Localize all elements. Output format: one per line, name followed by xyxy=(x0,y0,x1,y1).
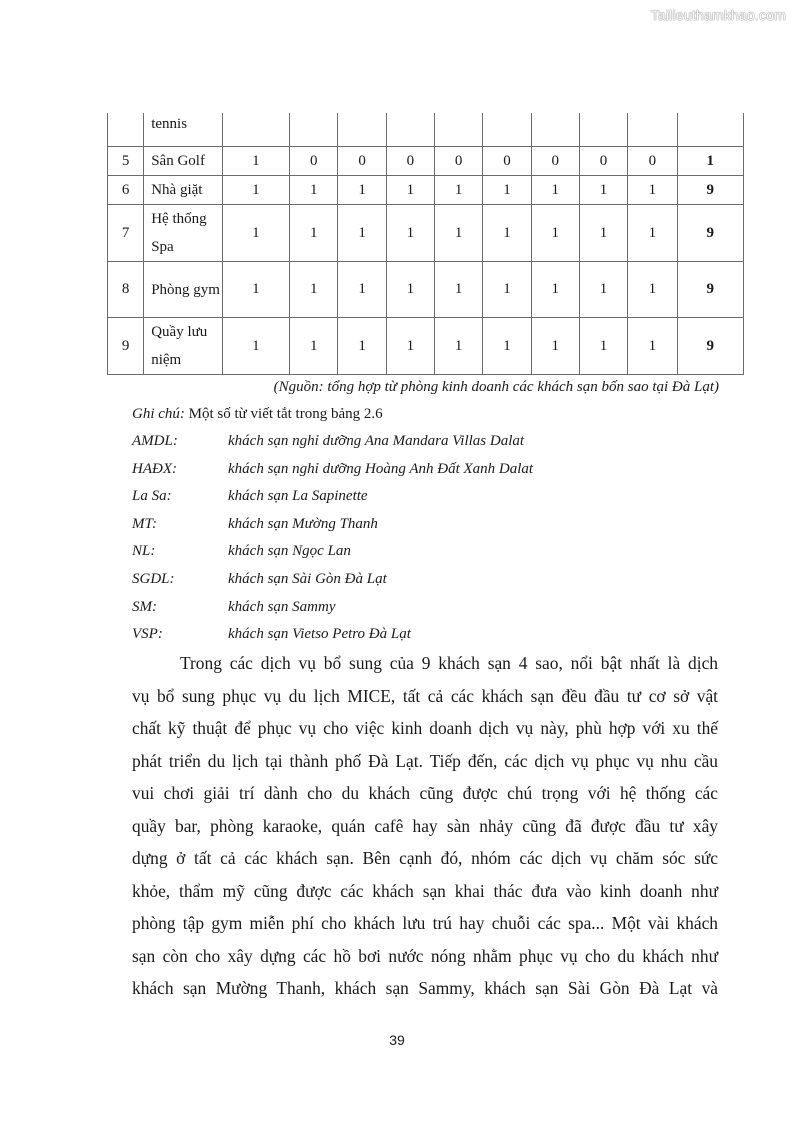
hotel-value-cell: 1 xyxy=(483,205,531,262)
abbreviation-code: SGDL: xyxy=(132,571,175,587)
note-title xyxy=(132,403,383,425)
paragraph-line: quầy bar, phòng karaoke, quán cafê hay sàn nhảy cũng đã được đầu tư xây xyxy=(132,815,718,836)
hotel-value-cell: 1 xyxy=(386,262,434,318)
total-cell: 9 xyxy=(677,318,744,375)
hotel-value-cell: 1 xyxy=(483,262,531,318)
total-cell: 1 xyxy=(677,147,744,176)
abbreviation-meaning: khách sạn nghỉ dưỡng Hoàng Anh Đất Xanh Dalat xyxy=(228,460,534,477)
row-index: 7 xyxy=(108,205,144,262)
abbreviation-item xyxy=(132,458,533,480)
hotel-value-cell: 1 xyxy=(483,318,531,375)
hotel-value-cell: 1 xyxy=(290,205,338,262)
services-table xyxy=(107,113,744,375)
watermark: Tailieuthamkhao.com xyxy=(650,7,786,23)
hotel-value-cell xyxy=(290,113,338,147)
row-index: 6 xyxy=(108,176,144,205)
service-name: tennis xyxy=(144,113,222,147)
abbreviation-meaning: khách sạn Vietso Petro Đà Lạt xyxy=(228,626,411,643)
abbreviation-code: HAĐX: xyxy=(132,460,177,477)
abbreviation-code: MT: xyxy=(132,515,158,532)
hotel-value-cell xyxy=(222,113,289,147)
total-cell: 9 xyxy=(677,262,744,318)
hotel-value-cell: 1 xyxy=(222,147,289,176)
abbreviation-item xyxy=(132,540,351,562)
total-cell xyxy=(677,113,744,147)
hotel-value-cell: 1 xyxy=(338,262,386,318)
hotel-value-cell: 1 xyxy=(338,318,386,375)
abbreviation-item xyxy=(132,430,524,452)
hotel-value-cell: 0 xyxy=(483,147,531,176)
hotel-value-cell: 1 xyxy=(222,262,289,318)
service-name: Nhà giặt xyxy=(144,176,222,205)
hotel-value-cell: 1 xyxy=(628,205,677,262)
table-row xyxy=(108,205,744,262)
hotel-value-cell: 1 xyxy=(531,262,579,318)
abbreviation-code: La Sa: xyxy=(132,488,172,505)
service-name: Quầy lưu niệm xyxy=(144,318,222,375)
total-cell: 9 xyxy=(677,176,744,205)
hotel-value-cell: 1 xyxy=(386,176,434,205)
hotel-value-cell: 1 xyxy=(435,318,483,375)
hotel-value-cell xyxy=(579,113,627,147)
abbreviation-code: SM: xyxy=(132,598,157,615)
hotel-value-cell: 1 xyxy=(222,205,289,262)
hotel-value-cell: 1 xyxy=(386,205,434,262)
hotel-value-cell: 0 xyxy=(579,147,627,176)
hotel-value-cell: 1 xyxy=(579,318,627,375)
paragraph-line: khách sạn Mường Thanh, khách sạn Sammy, khách sạn Sài Gòn Đà Lạt và xyxy=(132,978,718,998)
table-source: (Nguồn: tổng hợp từ phòng kinh doanh các khách sạn bốn sao tại Đà Lạt) xyxy=(273,379,719,395)
hotel-value-cell: 1 xyxy=(531,176,579,205)
service-name: Phòng gym xyxy=(144,262,222,318)
paragraph-line: dựng ở tất cả các khách sạn. Bên cạnh đó, nhóm các dịch vụ chăm sóc sức xyxy=(132,848,718,868)
table-row xyxy=(108,262,744,318)
service-name: Sân Golf xyxy=(144,147,222,176)
body-paragraph xyxy=(132,647,718,1005)
hotel-value-cell: 1 xyxy=(435,176,483,205)
hotel-value-cell: 1 xyxy=(338,205,386,262)
abbreviation-item xyxy=(132,485,368,507)
hotel-value-cell: 1 xyxy=(579,176,627,205)
hotel-value-cell: 0 xyxy=(628,147,677,176)
abbreviation-meaning: khách sạn Mường Thanh xyxy=(228,515,378,532)
abbreviation-code: VSP: xyxy=(132,626,163,643)
row-index: 9 xyxy=(108,318,144,375)
abbreviation-meaning: khách sạn Ngọc Lan xyxy=(228,543,351,560)
hotel-value-cell: 1 xyxy=(628,262,677,318)
hotel-value-cell: 1 xyxy=(579,205,627,262)
paragraph-line: vụ bổ sung phục vụ du lịch MICE, tất cả các khách sạn đều đầu tư cơ sở vật xyxy=(132,685,718,706)
abbreviation-meaning: khách sạn nghỉ dưỡng Ana Mandara Villas Dalat xyxy=(228,433,525,449)
hotel-value-cell xyxy=(435,113,483,147)
hotel-value-cell: 1 xyxy=(531,318,579,375)
table-body xyxy=(108,113,744,375)
hotel-value-cell xyxy=(531,113,579,147)
abbreviation-meaning: khách sạn La Sapinette xyxy=(228,488,368,505)
hotel-value-cell: 0 xyxy=(531,147,579,176)
hotel-value-cell xyxy=(483,113,531,147)
paragraph-line: phát triển du lịch tại thành phố Đà Lạt. Tiếp đến, các dịch vụ phục vụ nhu cầu xyxy=(132,750,718,771)
hotel-value-cell: 1 xyxy=(628,176,677,205)
hotel-value-cell: 1 xyxy=(531,205,579,262)
paragraph-line: vui chơi giải trí dành cho du khách cũng được chú trọng với hệ thống các xyxy=(132,783,718,803)
hotel-value-cell: 1 xyxy=(290,262,338,318)
abbreviation-item xyxy=(132,623,411,645)
hotel-value-cell: 1 xyxy=(222,318,289,375)
hotel-value-cell xyxy=(386,113,434,147)
hotel-value-cell: 0 xyxy=(435,147,483,176)
paragraph-line: khỏe, thẩm mỹ cũng được các khách sạn khai thác đưa vào kinh doanh như xyxy=(132,880,718,901)
row-index: 8 xyxy=(108,262,144,318)
hotel-value-cell: 1 xyxy=(435,262,483,318)
hotel-value-cell: 1 xyxy=(290,318,338,375)
page-number: 39 xyxy=(389,1032,405,1048)
abbreviation-item xyxy=(132,596,335,618)
hotel-value-cell: 1 xyxy=(290,176,338,205)
paragraph-line: Trong các dịch vụ bổ sung của 9 khách sạn 4 sao, nổi bật nhất là dịch xyxy=(180,653,718,673)
hotel-value-cell: 0 xyxy=(338,147,386,176)
table-row xyxy=(108,113,744,147)
note-text: Một số từ viết tắt trong bảng 2.6 xyxy=(184,406,383,422)
table-row xyxy=(108,147,744,176)
abbreviation-meaning: khách sạn Sài Gòn Đà Lạt xyxy=(228,571,387,587)
hotel-value-cell: 1 xyxy=(222,176,289,205)
abbreviation-item xyxy=(132,568,387,590)
hotel-value-cell xyxy=(338,113,386,147)
hotel-value-cell: 0 xyxy=(386,147,434,176)
abbreviation-code: NL: xyxy=(132,543,156,560)
service-name: Hệ thống Spa xyxy=(144,205,222,262)
abbreviation-item xyxy=(132,513,378,535)
abbreviation-code: AMDL: xyxy=(132,433,178,449)
abbreviation-meaning: khách sạn Sammy xyxy=(228,598,336,615)
hotel-value-cell: 0 xyxy=(290,147,338,176)
paragraph-line: phòng tập gym miễn phí cho khách lưu trú hay chuỗi các spa... Một vài khách xyxy=(132,913,718,933)
hotel-value-cell: 1 xyxy=(386,318,434,375)
hotel-value-cell: 1 xyxy=(628,318,677,375)
row-index xyxy=(108,113,144,147)
hotel-value-cell: 1 xyxy=(338,176,386,205)
table-row xyxy=(108,176,744,205)
hotel-value-cell xyxy=(628,113,677,147)
hotel-value-cell: 1 xyxy=(483,176,531,205)
row-index: 5 xyxy=(108,147,144,176)
total-cell: 9 xyxy=(677,205,744,262)
table-row xyxy=(108,318,744,375)
note-label: Ghi chú: xyxy=(132,406,185,422)
hotel-value-cell: 1 xyxy=(579,262,627,318)
paragraph-line: sạn còn cho xây dựng các hồ bơi nước nóng nhằm phục vụ cho du khách như xyxy=(132,945,718,966)
hotel-value-cell: 1 xyxy=(435,205,483,262)
paragraph-line: chất kỹ thuật để phục vụ cho việc kinh doanh dịch vụ này, phù hợp với xu thế xyxy=(132,718,718,738)
